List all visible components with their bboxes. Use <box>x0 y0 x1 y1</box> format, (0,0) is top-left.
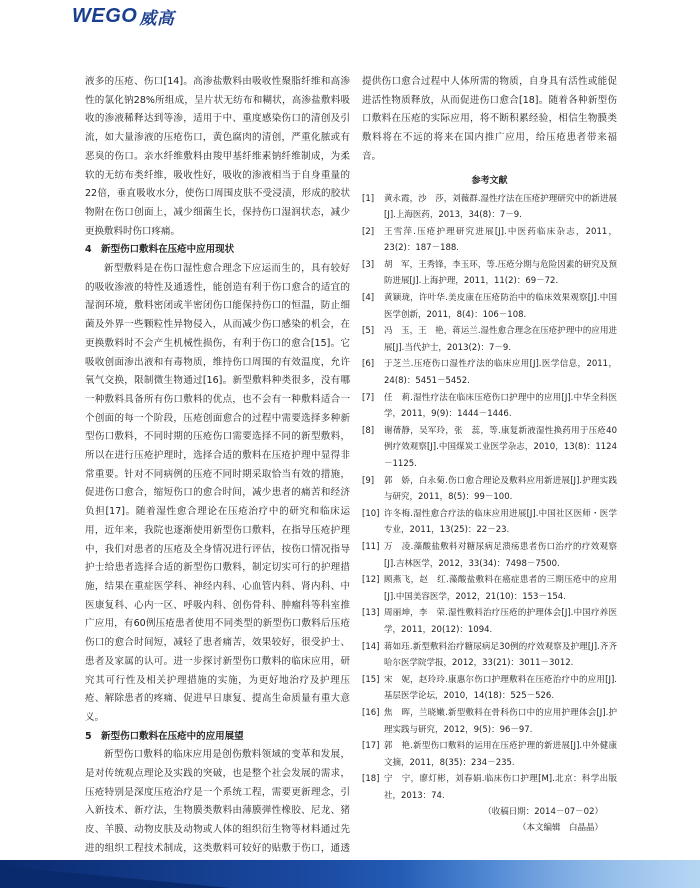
reference-number: [1] <box>362 193 375 204</box>
reference-item <box>362 572 617 605</box>
reference-list <box>362 191 617 805</box>
reference-text: 顾燕飞，赵 红.藻酸盐敷料在癌症患者的三期压疮中的应用[J].中国美容医学，2012，21(10)：153－154. <box>384 575 617 602</box>
reference-item <box>362 290 617 323</box>
reference-number: [4] <box>362 293 375 304</box>
reference-number: [11] <box>362 541 380 552</box>
logo-cjk-text: 威高 <box>139 8 175 29</box>
reference-number: [7] <box>362 392 375 403</box>
reference-text: 蒋如珏.新型敷料治疗糖尿病足30例的疗效观察及护理[J].齐齐哈尔医学院学报，2012，33(21)：3011－3012. <box>384 641 617 669</box>
reference-item <box>362 539 617 572</box>
reference-text: 许冬梅.湿性愈合疗法的临床应用进展[J].中国社区医师・医学专业，2011，13(25)：22－23. <box>384 508 617 536</box>
reference-number: [18] <box>362 774 380 785</box>
left-paragraph-1: 液多的压疮、伤口[14]。高渗盐敷料由吸收性聚脂纤维和高渗性的氯化钠28%所组成，呈片状无纺布和糊状，高渗盐敷料吸收的渗液稀释达到等渗，适用于中、重度感染伤口的清创及引流，如大量渗液的压疮伤口，黄色腐肉的清创，严重化脓或有恶臭的伤口。亲水纤维敷料由羧甲基纤维素钠纤维制成，为柔软的无纺布类纤维，吸收性好，吸收的渗液相当于自身重量的22倍，垂直吸收水分，使伤口周围皮肤不受浸渍，形成的胶状物附在伤口创面上，减少细菌生长，保持伤口湿润状态，减少更换敷料时伤口疼痛。 <box>85 76 350 237</box>
editor-credit: （本文编辑 白晶晶） <box>517 823 603 834</box>
reference-text: 黄颖珑，许叶华.美皮康在压疮防治中的临床效果观察[J].中国医学创新，2011，8(4)：106－108. <box>384 293 617 320</box>
reference-item <box>362 639 617 672</box>
reference-number: [15] <box>362 674 380 685</box>
reference-item <box>362 356 617 389</box>
reference-text: 焦 晖，兰晓嫩.新型敷料在骨科伤口中的应用护理体会[J].护理实践与研究，2012，9(5)：96－97. <box>384 707 617 735</box>
reference-text: 任 莉.湿性疗法在临床压疮伤口护理中的应用[J].中华全科医学，2011，9(9)：1444－1446. <box>384 392 617 420</box>
reference-item <box>362 506 617 539</box>
right-paragraph-1: 提供伤口愈合过程中人体所需的物质，自身具有活性或能促进活性物质释放，从而促进伤口愈合[18]。随着各种新型伤口敷料在压疮的实际应用，将不断积累经验，相信生物膜类敷料将在不远的将来在国内推广应用，给压疮患者带来福音。 <box>362 76 617 162</box>
reference-item <box>362 423 617 473</box>
received-date: （收稿日期：2014－07－02） <box>483 807 603 818</box>
reference-number: [6] <box>362 359 375 370</box>
reference-number: [10] <box>362 508 380 519</box>
reference-text: 宁 宁，廖灯彬，刘春娟.临床伤口护理[M].北京：科学出版社，2013：74. <box>384 774 617 801</box>
reference-item <box>362 771 617 804</box>
wego-logo <box>72 4 174 28</box>
reference-number: [8] <box>362 425 375 436</box>
reference-number: [5] <box>362 326 375 337</box>
right-column <box>362 73 617 836</box>
section-5-heading: 5 新型伤口敷料在压疮中的应用展望 <box>85 730 244 742</box>
reference-number: [16] <box>362 707 380 718</box>
reference-number: [14] <box>362 641 380 652</box>
reference-item <box>362 605 617 638</box>
left-column <box>85 73 350 877</box>
reference-item <box>362 390 617 423</box>
reference-item <box>362 191 617 224</box>
reference-item <box>362 257 617 290</box>
left-paragraph-2: 新型敷料是在伤口湿性愈合理念下应运而生的，具有较好的吸收渗液的特性及通透性，能创造有利于伤口愈合的适宜的湿润环境，敷料密闭或半密闭伤口能保持伤口的恒温，防止细菌及外界一些颗粒性异物侵入，从而减少伤口感染的机会，在更换敷料时不会产生机械性损伤，有利于伤口的愈合[15]。它吸收创面渗出液和有毒物质，维持伤口周围的有效温度，允许氧气交换，限制微生物通过[16]。新型敷料种类很多，没有哪一种敷料具备所有伤口敷料的优点，也不会有一种敷料适合一个创面的每一个阶段，压疮创面愈合的过程中需要选择多种新型伤口敷料，不同时期的压疮伤口需要选择不同的新型敷料，所以在进行压疮护理时，选择合适的敷料在压疮护理中显得非常重要。针对不同病例的压疮不同时期采取恰当有效的措施，促进伤口愈合，缩短伤口的愈合时间，减少患者的痛苦和经济负担[17]。随着湿性愈合理论在压疮治疗中的研究和临床运用，近年来，我院也逐渐使用新型伤口敷料，在指导压疮护理中，我们对患者的压疮及全身情况进行评估，按伤口情况指导护士给患者选择合适的新型伤口敷料，制定切实可行的护理措施，结果在重症医学科、神经内科、心血管内科、肾内科、中医康复科、心内一区、呼吸内科、创伤骨科、肿瘤科等科室推广应用，有60例压疮患者使用不同类型的新型伤口敷料后压疮伤口的愈合时间短，减轻了患者痛苦，效果较好，很受护士、患者及家属的认可。进一步探讨新型伤口敷料的临床应用，研究其可行性及相关护理措施的实施，为更好地治疗及护理压疮、解除患者的疼痛、促进早日康复、提高生命质量有重大意义。 <box>85 263 350 723</box>
footer-wedge <box>0 866 230 888</box>
reference-text: 王雪萍.压疮护理研究进展[J].中医药临床杂志，2011，23(2)：187－188. <box>384 226 617 254</box>
reference-text: 黄永霞，沙 莎，刘薇群.湿性疗法在压疮护理研究中的新进展[J].上海医药，2013，34(8)：7－9. <box>384 193 617 221</box>
section-4-heading: 4 新型伤口敷料在压疮中应用现状 <box>85 244 235 256</box>
reference-item <box>362 323 617 356</box>
reference-text: 周丽坤，李 荣.湿性敷料治疗压疮的护理体会[J].中国疗养医学，2011，20(12)：1094. <box>384 608 617 635</box>
reference-number: [17] <box>362 741 380 752</box>
left-paragraph-3: 新型伤口敷料的临床应用是创伤敷料领域的变革和发展，是对传统观点理论及实践的突破，也是整个社会发展的需求，压疮特别是深度压疮治疗是一个系统工程，需要更新理念，引入新技术、新疗法，生物膜类敷料由薄膜弹性橡胶、尼龙、猪皮、羊膜、动物皮肤及动物或人体的组织衍生物等材料通过先进的组织工程技术制成，这类敷料可较好的贴敷于伤口，通透 <box>85 749 350 854</box>
reference-text: 郭 艳.新型伤口敷料的运用在压疮护理的新进展[J].中外健康文摘，2011，8(35)：234－235. <box>384 741 617 768</box>
reference-number: [2] <box>362 226 375 237</box>
reference-number: [13] <box>362 608 380 619</box>
reference-item <box>362 224 617 257</box>
references-title: 参考文献 <box>471 175 508 186</box>
reference-text: 谢蒨静，吴军玲，张 蕊，等.康复新液湿性换药用于压疮40例疗效观察[J].中国煤炭工业医学杂志，2010，13(8)：1124－1125. <box>384 425 617 470</box>
reference-item <box>362 473 617 506</box>
footer-highlight <box>400 860 700 888</box>
reference-text: 郭 娇，白永菊.伤口愈合理论及敷料应用新进展[J].护理实践与研究，2011，8(5)：99－100. <box>384 475 617 503</box>
reference-text: 胡 军，王秀锋，李玉环，等.压疮分期与危险因素的研究及预防进展[J].上海护理，2011，11(2)：69－72. <box>384 259 617 287</box>
reference-number: [12] <box>362 575 380 586</box>
reference-number: [9] <box>362 475 375 486</box>
reference-item <box>362 705 617 738</box>
reference-text: 于芝兰.压疮伤口湿性疗法的临床应用[J].医学信息，2011，24(8)：5451－5452. <box>384 359 617 387</box>
reference-text: 万 凌.藻酸盐敷料对糖尿病足溃疡患者伤口治疗的疗效观察[J].吉林医学，2012，33(34)：7498－7500. <box>384 541 617 569</box>
reference-text: 宋 妮，赵玲玲.康惠尔伤口护理敷料在压疮治疗中的应用[J].基层医学论坛，2010，14(18)：525－526. <box>384 674 617 702</box>
reference-text: 冯 玉，王 艳，蒋运兰.湿性愈合理念在压疮护理中的应用进展[J].当代护士，2013(2)：7－9. <box>384 326 617 353</box>
reference-number: [3] <box>362 259 375 270</box>
logo-latin-text: WEGO <box>72 4 138 27</box>
reference-item <box>362 672 617 705</box>
reference-item <box>362 738 617 771</box>
